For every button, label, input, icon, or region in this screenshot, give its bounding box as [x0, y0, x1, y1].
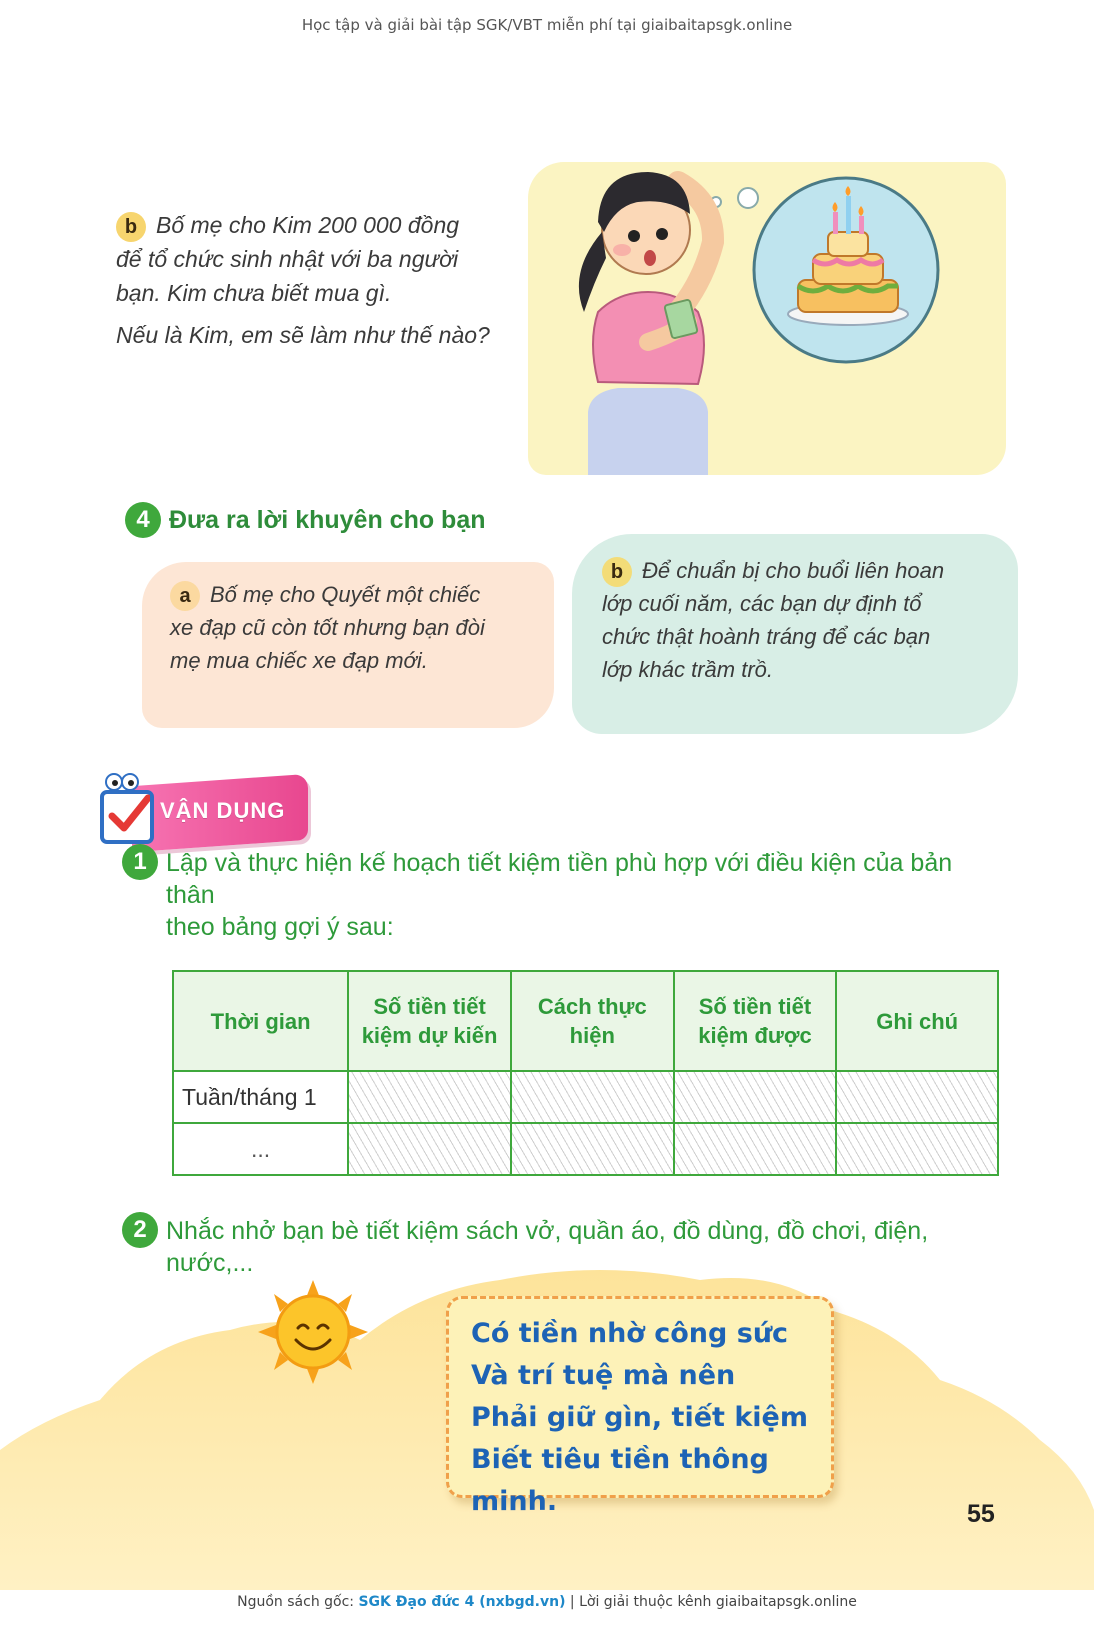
- part-b-line1: Bố mẹ cho Kim 200 000 đồng: [156, 212, 460, 238]
- van-dung-label: VẬN DỤNG: [160, 798, 286, 823]
- poem-line-1: Có tiền nhờ công sức: [471, 1318, 789, 1349]
- header-saved-amount: Số tiền tiết kiệm được: [674, 971, 837, 1071]
- card-b-line2: lớp cuối năm, các bạn dự định tổ: [602, 591, 922, 617]
- poem-line-3: Phải giữ gìn, tiết kiệm: [471, 1402, 808, 1433]
- hatched-cell: [674, 1071, 837, 1123]
- checkbox-mascot-icon: [100, 790, 154, 844]
- section-4-number: 4: [125, 502, 161, 538]
- page-number: 55: [967, 1500, 995, 1528]
- part-b-badge: b: [116, 212, 146, 242]
- part-b-line2: để tổ chức sinh nhật với ba người: [116, 246, 459, 272]
- header-expected-amount: Số tiền tiết kiệm dự kiến: [348, 971, 511, 1071]
- header-time: Thời gian: [173, 971, 348, 1071]
- hatched-cell: [511, 1071, 674, 1123]
- poem-box: [446, 1296, 834, 1517]
- hatched-cell: [348, 1123, 511, 1175]
- advice-card-a-text: [170, 578, 550, 677]
- smiling-sun-icon: [258, 1280, 368, 1384]
- task-1-line2: theo bảng gợi ý sau:: [166, 913, 394, 941]
- part-b-question: Nếu là Kim, em sẽ làm như thế nào?: [116, 322, 490, 348]
- card-a-line3: mẹ mua chiếc xe đạp mới.: [170, 648, 428, 674]
- hatched-cell: [348, 1071, 511, 1123]
- section-4-title: [125, 502, 486, 538]
- kim-cake-drawing: [528, 162, 1006, 475]
- task-2-text: Nhắc nhở bạn bè tiết kiệm sách vở, quần áo, đồ dùng, đồ chơi, điện, nước,...: [166, 1217, 929, 1277]
- advice-card-b-text: [602, 554, 998, 686]
- task-1-line1: Lập và thực hiện kế hoạch tiết kiệm tiền phù hợp với điều kiện của bản thân: [166, 849, 953, 909]
- poem-line-4: Biết tiêu tiền thông minh.: [471, 1444, 769, 1517]
- footer-suffix: | Lời giải thuộc kênh giaibaitapsgk.online: [565, 1594, 857, 1610]
- kim-thinking-illustration: [528, 162, 1006, 475]
- table-row: [173, 1123, 998, 1175]
- poem-line-2: Và trí tuệ mà nên: [471, 1360, 736, 1391]
- page-footer: [0, 1594, 1094, 1610]
- row-time-label: ...: [173, 1123, 348, 1175]
- hatched-cell: [674, 1123, 837, 1175]
- task-1-number: 1: [122, 844, 158, 880]
- card-b-line3: chức thật hoành tráng để các bạn: [602, 624, 931, 650]
- task-2-number-wrap: [122, 1212, 158, 1248]
- row-time-label: Tuần/tháng 1: [173, 1071, 348, 1123]
- hatched-cell: [511, 1123, 674, 1175]
- header-notes: Ghi chú: [836, 971, 998, 1071]
- part-b-text: [116, 208, 496, 352]
- savings-plan-table: [172, 970, 999, 1176]
- header-method: Cách thực hiện: [511, 971, 674, 1071]
- footer-prefix: Nguồn sách gốc:: [237, 1594, 359, 1610]
- card-a-line1: Bố mẹ cho Quyết một chiếc: [210, 582, 481, 607]
- task-1-text: [166, 847, 996, 943]
- task-1-number-wrap: [122, 844, 158, 880]
- footer-source-link[interactable]: SGK Đạo đức 4 (nxbgd.vn): [358, 1594, 566, 1610]
- card-b-badge: b: [602, 557, 632, 587]
- card-a-line2: xe đạp cũ còn tốt nhưng bạn đòi: [170, 615, 485, 641]
- table-header-row: [173, 971, 998, 1071]
- card-a-badge: a: [170, 581, 200, 611]
- card-b-line4: lớp khác trầm trồ.: [602, 657, 774, 683]
- hatched-cell: [836, 1123, 998, 1175]
- card-b-line1: Để chuẩn bị cho buổi liên hoan: [642, 558, 945, 583]
- page-header: Học tập và giải bài tập SGK/VBT miễn phí tại giaibaitapsgk.online: [301, 16, 793, 34]
- part-b-line3: bạn. Kim chưa biết mua gì.: [116, 280, 392, 306]
- mascot-eyes-icon: [102, 770, 142, 792]
- section-4-title-text: Đưa ra lời khuyên cho bạn: [169, 505, 486, 534]
- hatched-cell: [836, 1071, 998, 1123]
- task-2-number: 2: [122, 1212, 158, 1248]
- table-row: [173, 1071, 998, 1123]
